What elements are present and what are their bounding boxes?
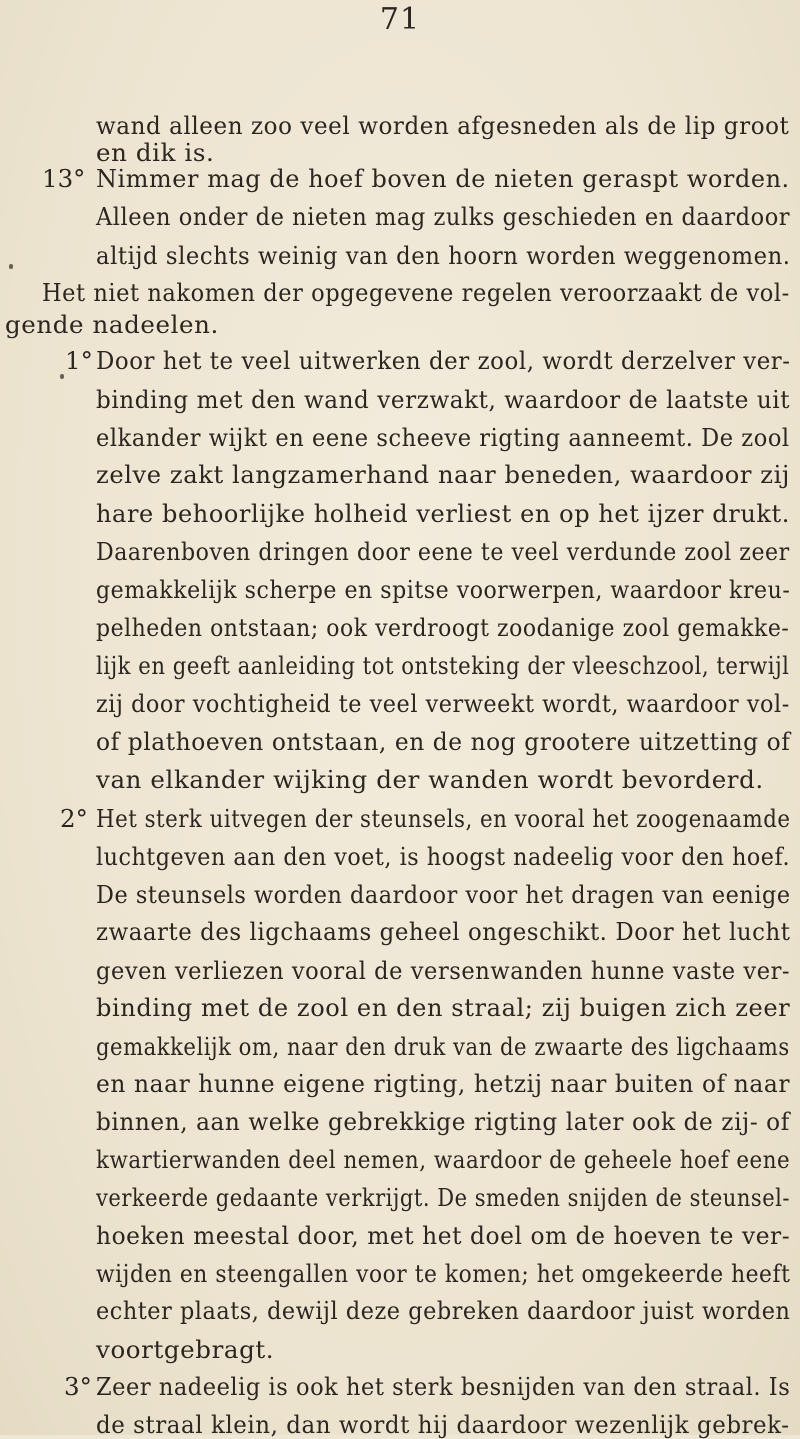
text-line: hoeken meestal door, met het doel om de hoeven te ver- xyxy=(96,1221,791,1250)
text-line: verkeerde gedaante verkrijgt. De smeden snijden de steunsel- xyxy=(96,1183,791,1212)
text-line: zelve zakt langzamerhand naar beneden, waardoor zij xyxy=(96,460,791,489)
item-marker-2: 2° xyxy=(60,804,88,833)
item-marker-3: 3° xyxy=(64,1372,92,1401)
margin-dot xyxy=(9,264,13,269)
text-line: binnen, aan welke gebrekkige rigting later ook de zij- of xyxy=(96,1107,790,1136)
text-line: zij door vochtigheid te veel verweekt wordt, waardoor vol- xyxy=(96,689,790,718)
text-line: de straal klein, dan wordt hij daardoor wezenlijk gebrek- xyxy=(96,1410,790,1439)
text-line: gemakkelijk scherpe en spitse voorwerpen, waardoor kreu- xyxy=(96,575,791,604)
text-line: altijd slechts weinig van den hoorn worden weggenomen. xyxy=(96,241,791,270)
text-line: van elkander wijking der wanden wordt bevorderd. xyxy=(96,765,764,794)
text-line: lijk en geeft aanleiding tot ontsteking der vleeschzool, terwijl xyxy=(96,651,790,680)
text-line: echter plaats, dewijl deze gebreken daardoor juist worden xyxy=(96,1296,791,1325)
text-line: Zeer nadeelig is ook het sterk besnijden van den straal. Is xyxy=(96,1372,791,1401)
text-line: binding met de zool en den straal; zij buigen zich zeer xyxy=(96,993,791,1022)
text-line: gende nadeelen. xyxy=(5,310,219,339)
text-line: Nimmer mag de hoef boven de nieten geraspt worden. xyxy=(96,164,790,193)
text-line: hare behoorlijke holheid verliest en op het ijzer drukt. xyxy=(96,499,790,528)
text-line: Daarenboven dringen door eene te veel verdunde zool zeer xyxy=(96,537,790,566)
text-line: Door het te veel uitwerken der zool, wordt derzelver ver- xyxy=(96,346,791,375)
margin-dot xyxy=(60,374,64,379)
text-line: pelheden ontstaan; ook verdroogt zoodanige zool gemakke- xyxy=(96,613,790,642)
text-line: wijden en steengallen voor te komen; het omgekeerde heeft xyxy=(96,1259,791,1288)
text-line: kwartierwanden deel nemen, waardoor de geheele hoef eene xyxy=(96,1145,791,1174)
text-line: voortgebragt. xyxy=(96,1335,275,1364)
text-line: De steunsels worden daardoor voor het dragen van eenige xyxy=(96,880,791,909)
text-line: luchtgeven aan den voet, is hoogst nadeelig voor den hoef. xyxy=(96,842,791,871)
item-marker-1: 1° xyxy=(65,346,93,375)
text-line: Alleen onder de nieten mag zulks geschieden en daardoor xyxy=(96,202,791,231)
text-line: elkander wijkt en eene scheeve rigting aanneemt. De zool xyxy=(96,423,790,452)
text-line: of plathoeven ontstaan, en de nog grootere uitzetting of xyxy=(96,727,791,756)
text-line: wand alleen zoo veel worden afgesneden als de lip groot xyxy=(96,111,790,140)
text-line: binding met den wand verzwakt, waardoor de laatste uit xyxy=(96,385,791,414)
text-line: en dik is. xyxy=(96,138,215,167)
text-line: Het niet nakomen der opgegevene regelen veroorzaakt de vol- xyxy=(42,278,790,307)
text-line: gemakkelijk om, naar den druk van de zwaarte des ligchaams xyxy=(96,1032,790,1061)
text-line: en naar hunne eigene rigting, hetzij naar buiten of naar xyxy=(96,1069,791,1098)
text-line: Het sterk uitvegen der steunsels, en vooral het zoogenaamde xyxy=(96,804,791,833)
text-line: zwaarte des ligchaams geheel ongeschikt. Door het lucht xyxy=(96,917,791,946)
page-number: 71 xyxy=(379,2,421,37)
text-line: geven verliezen vooral de versenwanden hunne vaste ver- xyxy=(96,956,791,985)
item-marker-13: 13° xyxy=(42,164,86,193)
